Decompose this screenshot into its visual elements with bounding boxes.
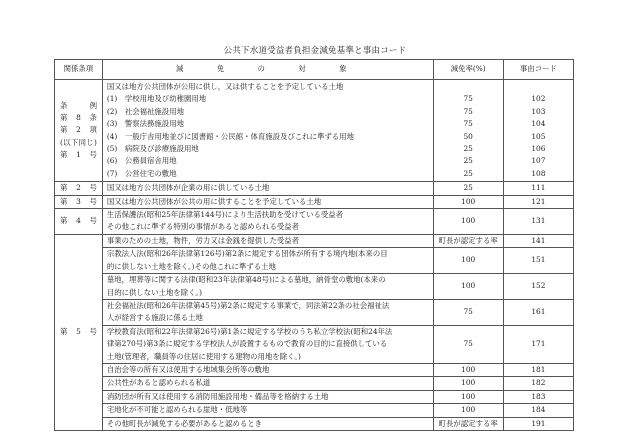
rate-value: 75 — [463, 106, 473, 116]
rate-value: 75 — [463, 119, 473, 129]
section5-rate: 100 — [433, 363, 503, 376]
section5-code: 183 — [503, 390, 573, 403]
section2-rate: 25 — [433, 182, 503, 195]
section5-rate: 100 — [433, 390, 503, 403]
section3-rate: 100 — [433, 195, 503, 208]
section1-rates — [433, 80, 503, 182]
section5-target: その他町長が減免する必要があると認めるとき — [102, 417, 433, 430]
section5-row — [55, 274, 574, 300]
sub-item: (7) 公営住宅の敷地 — [106, 168, 177, 178]
section1-clause — [55, 80, 103, 182]
section3-code: 121 — [503, 195, 573, 208]
section5-code: 191 — [503, 417, 573, 430]
section5-row — [55, 363, 574, 376]
rate-value: 50 — [463, 131, 473, 141]
section5-rate: 100 — [433, 274, 503, 300]
section4-row — [55, 209, 574, 235]
section1-row — [55, 80, 574, 182]
section4-clause: 第 4 号 — [55, 209, 103, 235]
section5-rate: 町長が認定する率 — [433, 234, 503, 247]
rate-value: 25 — [463, 156, 473, 166]
sub-item: (4) 一般庁舎用地並びに図書館・公民館・体育施設及びこれに準ずる用地 — [106, 131, 354, 141]
sub-item: (1) 学校用地及び幼稚園用地 — [106, 94, 207, 104]
section4-code: 131 — [503, 209, 573, 235]
section5-code: 141 — [503, 234, 573, 247]
sub-item: (2) 社会福祉施設用地 — [106, 106, 184, 116]
section5-target: 消防団が所有又は使用する消防用施設用地・備品等を格納する土地 — [102, 390, 433, 403]
header-target-label: 減 免 の 対 象 — [175, 64, 360, 74]
header-rate: 減免率(%) — [433, 60, 503, 80]
section5-rate: 75 — [433, 325, 503, 363]
rate-value: 25 — [463, 144, 473, 154]
section5-target: 自治会等の所有又は使用する地域集会所等の敷地 — [102, 363, 433, 376]
section5-row — [55, 404, 574, 417]
clause-line: 第 1 号 — [60, 150, 97, 160]
section4-target: 生活保護法(昭和25年法律第144号)により生活扶助を受けている受益者 その他これに準ずる特別の事情があると認められる受益者 — [102, 209, 433, 235]
section5-row — [55, 325, 574, 363]
section5-target: 社会福祉法(昭和26年法律第45号)第2条に規定する事業で，同法第22条の社会福祉法 人が経営する施設に係る土地 — [102, 299, 433, 325]
section5-target: 宅地化が不可能と認められる崖地・低地等 — [102, 404, 433, 417]
clause-line: (以下同じ) — [60, 137, 97, 147]
section5-code: 152 — [503, 274, 573, 300]
section5-code: 184 — [503, 404, 573, 417]
section5-rate: 100 — [433, 248, 503, 274]
clause-line: 第 2 項 — [60, 125, 97, 135]
section5-row — [55, 377, 574, 390]
section1-intro: 国又は地方公共団体が公用に供し，又は供することを予定している土地 — [106, 82, 344, 91]
rate-value: 25 — [463, 168, 473, 178]
section5-rate: 100 — [433, 404, 503, 417]
section4-rate: 100 — [433, 209, 503, 235]
section5-target: 学校教育法(昭和22年法律第26号)第1条に規定する学校のうち私立学校法(昭和24年法 律第270号)第3条に規定する学校法人が設置するもので教育の目的に直接供している 土地(管理者，職員等の住居に使用する建物の用地を除く。) — [102, 325, 433, 363]
reduction-criteria-table — [54, 59, 574, 431]
section5-code: 182 — [503, 377, 573, 390]
section1-codes — [503, 80, 573, 182]
document-title: 公共下水道受益者負担金減免基準と事由コード — [223, 46, 407, 56]
code-value: 107 — [531, 156, 546, 166]
section5-code: 161 — [503, 299, 573, 325]
section5-row — [55, 248, 574, 274]
section3-clause: 第 3 号 — [55, 195, 103, 208]
section5-clause: 第 5 号 — [55, 234, 103, 430]
section5-target: 墓地，埋葬等に関する法律(昭和23年法律第48号)による墓地，納骨堂の敷地(本来の 目的に供しない土地を除く。) — [102, 274, 433, 300]
clause-line: 条 例 — [60, 100, 97, 110]
header-target — [102, 60, 433, 80]
section5-row — [55, 234, 574, 247]
section5-target: 宗教法人法(昭和26年法律第126号)第2条に規定する団体が所有する境内地(本来の目 的に供しない土地を除く。)その他これに準ずる土地 — [102, 248, 433, 274]
section5-row — [55, 417, 574, 430]
section5-rate: 75 — [433, 299, 503, 325]
section5-rate: 100 — [433, 377, 503, 390]
section5-code: 181 — [503, 363, 573, 376]
code-value: 108 — [531, 168, 546, 178]
header-clause: 関係条項 — [55, 60, 103, 80]
section5-row — [55, 390, 574, 403]
code-value: 104 — [531, 119, 546, 129]
section2-code: 111 — [503, 182, 573, 195]
sub-item: (3) 警察法務施設用地 — [106, 119, 184, 129]
section3-row — [55, 195, 574, 208]
header-code: 事由コード — [503, 60, 573, 80]
code-value: 102 — [531, 94, 546, 104]
section5-code: 171 — [503, 325, 573, 363]
sub-item: (5) 病院及び診療施設用地 — [106, 144, 199, 154]
header-row — [55, 60, 574, 80]
code-value: 106 — [531, 144, 546, 154]
section5-target: 事業のための土地，物件，労力又は金銭を提供した受益者 — [102, 234, 433, 247]
rate-value: 75 — [463, 94, 473, 104]
section2-clause: 第 2 号 — [55, 182, 103, 195]
section5-code: 151 — [503, 248, 573, 274]
code-value: 105 — [531, 131, 546, 141]
section5-rate: 町長が認定する率 — [433, 417, 503, 430]
section1-target — [102, 80, 433, 182]
section5-row — [55, 299, 574, 325]
section2-row — [55, 182, 574, 195]
code-value: 103 — [531, 106, 546, 116]
section2-target: 国又は地方公共団体が企業の用に供している土地 — [102, 182, 433, 195]
sub-item: (6) 公務員宿舎用地 — [106, 156, 177, 166]
section5-target: 公共性があると認められる私道 — [102, 377, 433, 390]
clause-line: 第 8 条 — [60, 113, 97, 123]
section3-target: 国又は地方公共団体が公共の用に供することを予定している土地 — [102, 195, 433, 208]
